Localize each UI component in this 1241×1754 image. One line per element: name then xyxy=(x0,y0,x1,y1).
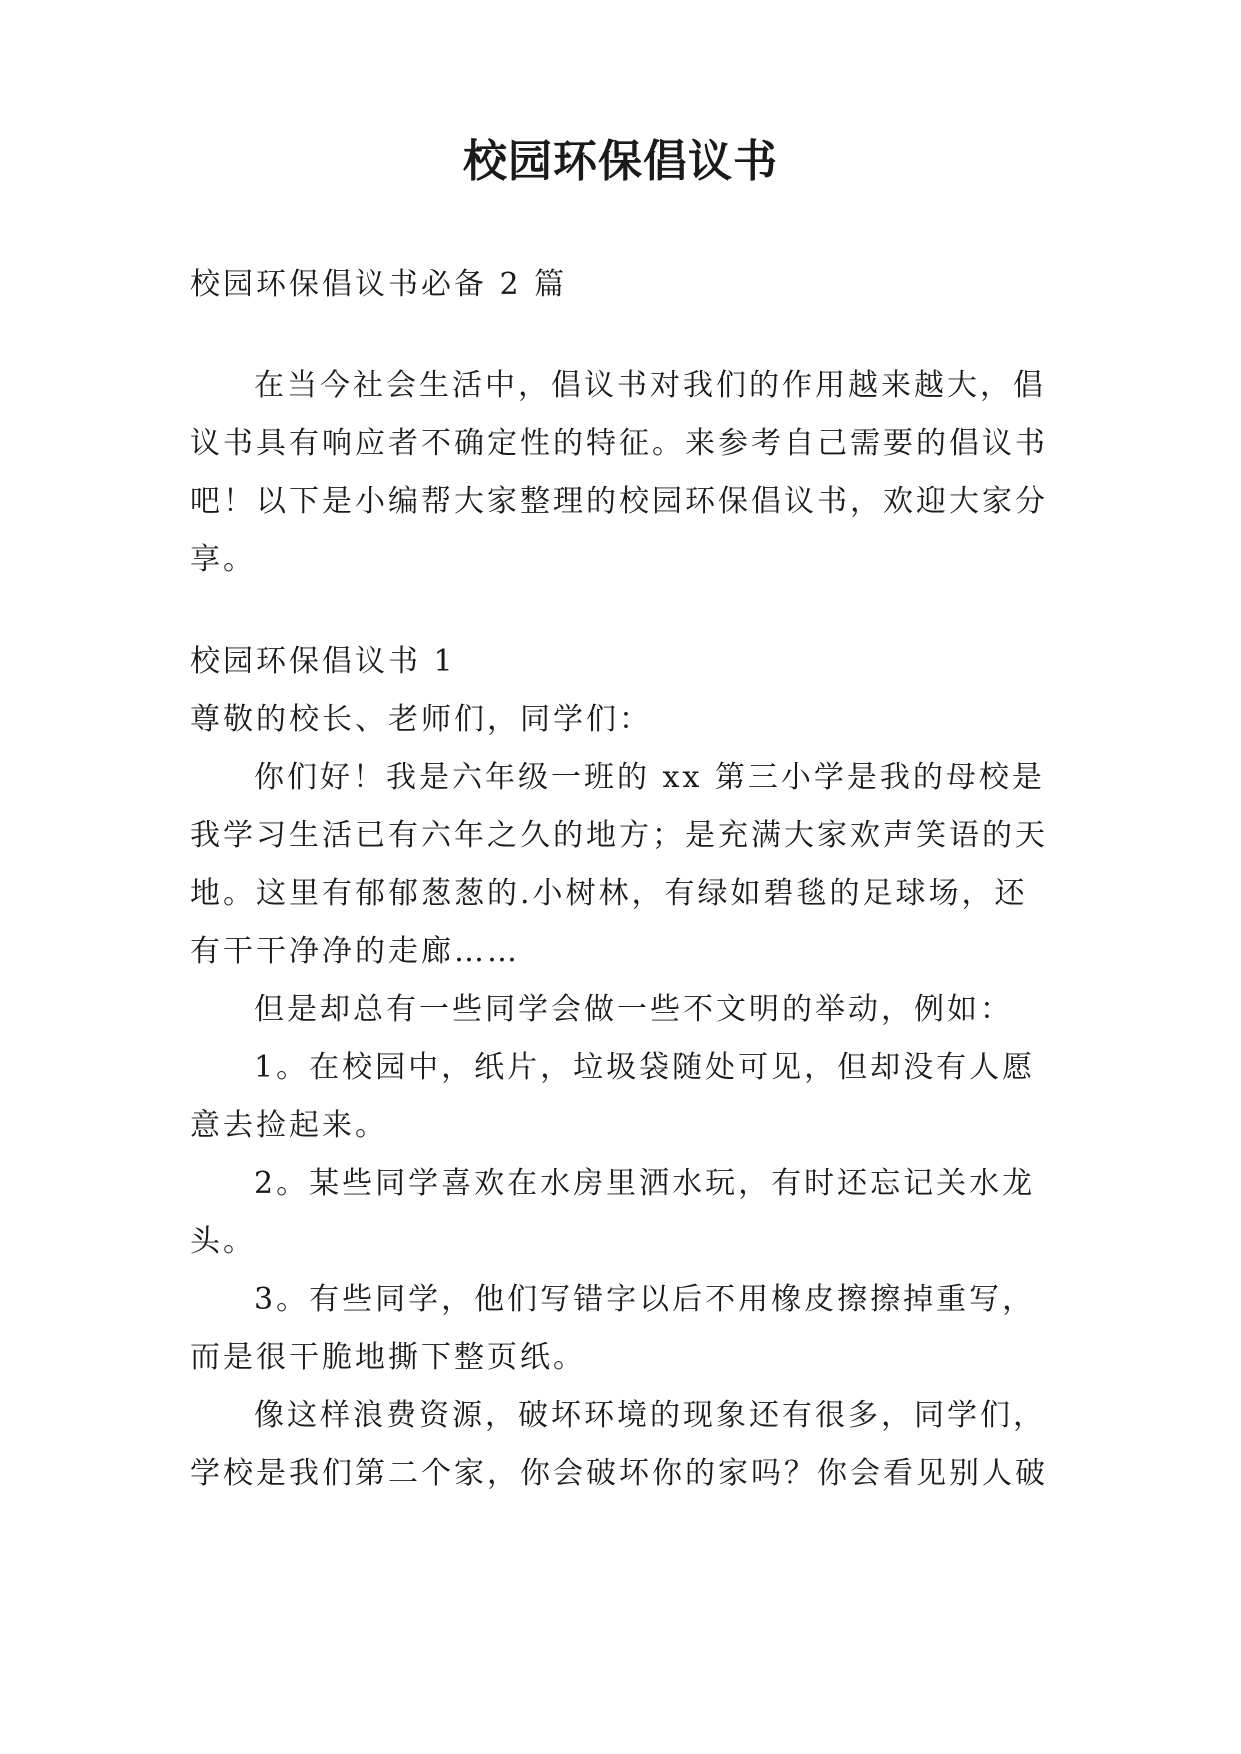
intro-line: 议书具有响应者不确定性的特征。来参考自己需要的倡议书 xyxy=(190,426,1048,461)
list-item-line: 3。有些同学，他们写错字以后不用橡皮擦擦掉重写， xyxy=(254,1282,1036,1317)
list-item-line: 意去捡起来。 xyxy=(190,1108,388,1143)
list-item-line: 而是很干脆地撕下整页纸。 xyxy=(190,1340,586,1375)
list-item-line: 2。某些同学喜欢在水房里洒水玩，有时还忘记关水龙 xyxy=(254,1166,1036,1201)
intro-line: 享。 xyxy=(190,542,256,577)
paragraph-line: 你们好！我是六年级一班的 xx 第三小学是我的母校是 xyxy=(254,760,1045,795)
list-item-line: 1。在校园中，纸片，垃圾袋随处可见，但却没有人愿 xyxy=(254,1050,1036,1085)
list-item-line: 头。 xyxy=(190,1224,256,1259)
paragraph-line: 像这样浪费资源，破坏环境的现象还有很多，同学们， xyxy=(254,1398,1046,1433)
paragraph-line: 地。这里有郁郁葱葱的.小树林，有绿如碧毯的足球场，还 xyxy=(190,876,1028,911)
section-heading: 校园环保倡议书 1 xyxy=(190,644,456,679)
paragraph-line: 但是却总有一些同学会做一些不文明的举动，例如： xyxy=(254,992,1013,1027)
paragraph-line: 学校是我们第二个家，你会破坏你的家吗？你会看见别人破 xyxy=(190,1456,1048,1491)
paragraph-line: 我学习生活已有六年之久的地方；是充满大家欢声笑语的天 xyxy=(190,818,1048,853)
subtitle: 校园环保倡议书必备 2 篇 xyxy=(190,267,568,302)
intro-line: 吧！以下是小编帮大家整理的校园环保倡议书，欢迎大家分 xyxy=(190,484,1048,519)
paragraph-line: 有干干净净的走廊…… xyxy=(190,934,520,969)
document-title: 校园环保倡议书 xyxy=(463,136,778,187)
salutation: 尊敬的校长、老师们，同学们： xyxy=(190,702,652,737)
intro-line: 在当今社会生活中，倡议书对我们的作用越来越大，倡 xyxy=(254,368,1046,403)
